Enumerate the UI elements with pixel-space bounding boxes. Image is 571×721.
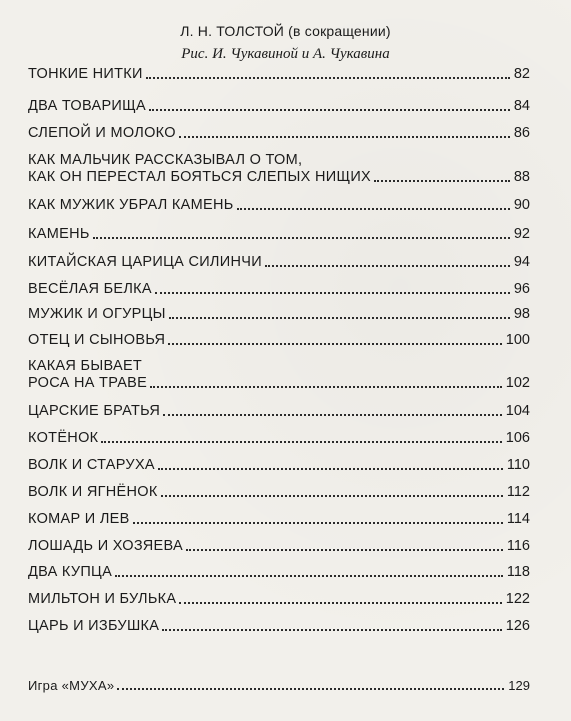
toc-entry <box>28 564 530 581</box>
dot-leader <box>162 629 502 631</box>
toc-entry-title: КОТЁНОК <box>28 430 99 446</box>
toc-entry-page-number: 116 <box>506 538 530 554</box>
dot-leader <box>158 468 503 470</box>
dot-leader <box>186 549 503 551</box>
toc-entry-page-number: 94 <box>513 254 530 270</box>
toc-entry <box>28 484 530 501</box>
toc-entry <box>28 306 530 323</box>
toc-entry-title: ОТЕЦ И СЫНОВЬЯ <box>28 332 166 348</box>
toc-entry <box>28 125 530 142</box>
toc-entry-title: ЛОШАДЬ И ХОЗЯЕВА <box>28 538 183 554</box>
toc-entry <box>28 332 530 349</box>
toc-entry-page-number: 88 <box>513 169 530 185</box>
dot-leader <box>169 317 510 319</box>
author-line: Л. Н. ТОЛСТОЙ (в сокращении) <box>180 23 391 39</box>
dot-leader <box>179 602 501 604</box>
toc-entry-title: КАКАЯ БЫВАЕТ РОСА НА ТРАВЕ <box>28 358 148 391</box>
toc-entry <box>28 226 530 243</box>
toc-entry-page-number: 98 <box>513 306 530 322</box>
toc-entry-title: МИЛЬТОН И БУЛЬКА <box>28 591 177 607</box>
dot-leader <box>161 495 503 497</box>
dot-leader <box>149 109 510 111</box>
toc-entry-page-number: 96 <box>513 281 530 297</box>
dot-leader <box>101 441 501 443</box>
toc-entry-title: ДВА КУПЦА <box>28 564 113 580</box>
illustrators-line: Рис. И. Чукавиной и А. Чукавина <box>181 46 390 62</box>
toc-entry <box>28 511 530 528</box>
toc-entry <box>28 197 530 214</box>
toc-entry-title: ЦАРЬ И ИЗБУШКА <box>28 618 160 634</box>
toc-entry <box>28 66 530 83</box>
toc-entry-page-number: 90 <box>513 197 530 213</box>
dot-leader <box>150 386 502 388</box>
dot-leader <box>133 522 503 524</box>
dot-leader <box>117 688 504 690</box>
toc-entry <box>28 358 530 392</box>
dot-leader <box>374 180 510 182</box>
toc-entry-title: ТОНКИЕ НИТКИ <box>28 66 143 82</box>
toc-entry-page-number: 129 <box>508 678 530 693</box>
dot-leader <box>93 237 510 239</box>
toc-entry-page-number: 102 <box>505 375 530 391</box>
toc-entry-title: КИТАЙСКАЯ ЦАРИЦА СИЛИНЧИ <box>28 254 262 270</box>
toc-entry-page-number: 104 <box>505 403 530 419</box>
toc-entry-title: ВЕСЁЛАЯ БЕЛКА <box>28 281 152 297</box>
dot-leader <box>146 77 510 79</box>
toc-entry-page-number: 118 <box>506 564 530 580</box>
toc-entry-game <box>28 677 530 694</box>
toc-entry-title: ДВА ТОВАРИЩА <box>28 98 147 114</box>
toc-entry <box>28 281 530 298</box>
toc-entry-title: ВОЛК И СТАРУХА <box>28 457 155 473</box>
toc-entry-page-number: 122 <box>505 591 530 607</box>
toc-entry-page-number: 114 <box>506 511 530 527</box>
dot-leader <box>155 292 510 294</box>
dot-leader <box>163 414 502 416</box>
dot-leader <box>237 208 510 210</box>
toc-entry-title: КОМАР И ЛЕВ <box>28 511 130 527</box>
toc-entry-page-number: 82 <box>513 66 530 82</box>
toc-entry <box>28 430 530 447</box>
section-header <box>0 22 571 64</box>
dot-leader <box>168 343 502 345</box>
toc-entry-title: КАК МУЖИК УБРАЛ КАМЕНЬ <box>28 197 234 213</box>
toc-entry-title: Игра «МУХА» <box>28 678 115 693</box>
toc-entry <box>28 403 530 420</box>
toc-entry-title: МУЖИК И ОГУРЦЫ <box>28 306 166 322</box>
toc-entry <box>28 98 530 115</box>
toc-entry <box>28 618 530 635</box>
dot-leader <box>179 136 510 138</box>
toc-entry-page-number: 110 <box>506 457 530 473</box>
toc-entry <box>28 254 530 271</box>
toc-entry-page-number: 126 <box>505 618 530 634</box>
dot-leader <box>115 575 503 577</box>
dot-leader <box>265 265 510 267</box>
toc-entry-page-number: 100 <box>505 332 530 348</box>
toc-entry-title: КАК МАЛЬЧИК РАССКАЗЫВАЛ О ТОМ, КАК ОН ПЕРЕСТАЛ БОЯТЬСЯ СЛЕПЫХ НИЩИХ <box>28 152 372 185</box>
toc-entry-title: ВОЛК И ЯГНЁНОК <box>28 484 158 500</box>
toc-entry <box>28 538 530 555</box>
toc-entry-page-number: 112 <box>506 484 530 500</box>
toc-entry <box>28 591 530 608</box>
toc-entry-page-number: 106 <box>505 430 530 446</box>
toc-entry-title: ЦАРСКИЕ БРАТЬЯ <box>28 403 161 419</box>
toc-entry <box>28 457 530 474</box>
toc-entry-title: СЛЕПОЙ И МОЛОКО <box>28 125 176 141</box>
toc-entry-page-number: 92 <box>513 226 530 242</box>
toc-entry <box>28 152 530 186</box>
toc-entry-title: КАМЕНЬ <box>28 226 90 242</box>
toc-entry-page-number: 84 <box>513 98 530 114</box>
toc-entry-page-number: 86 <box>513 125 530 141</box>
